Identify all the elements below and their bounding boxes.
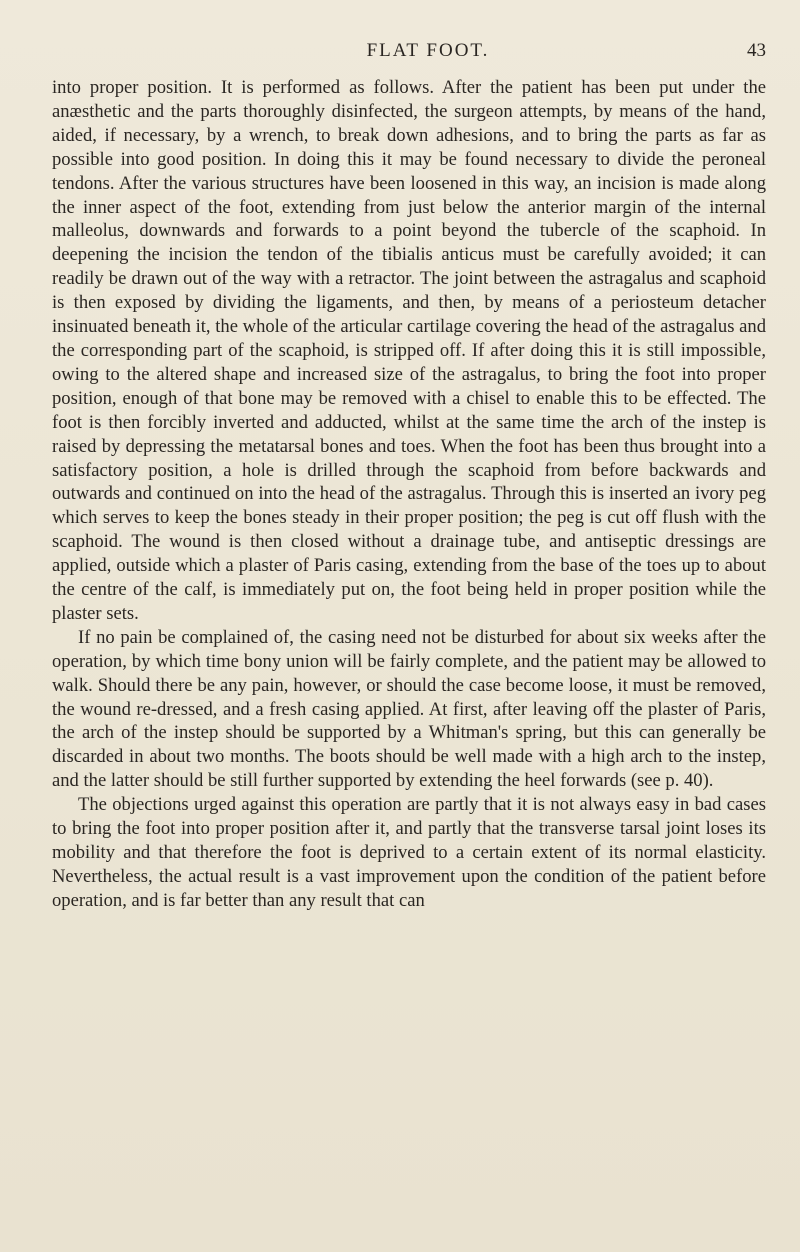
running-head: FLAT FOOT. (366, 40, 490, 61)
page-header (50, 40, 766, 70)
paragraph-objections: The objections urged against this operation are partly that it is not always easy in bad cases to bring the foot into proper position after it, and partly that the transverse tarsal joint loses its mobility and that therefore the foot is deprived to a certain extent of its normal elasticity. Nevertheless, the actual result is a vast improvement upon the condition of the patient before operation, and is far better than any result that can (52, 794, 766, 911)
paragraph-continued: into proper position. It is performed as follows. After the patient has been put under the anæsthetic and the parts thoroughly disinfected, the surgeon attempts, by means of the hand, aided, if necessary, by a wrench, to break down adhesions, and to bring the parts as far as possible into good position. In doing this it may be found necessary to divide the peroneal tendons. After the various structures have been loosened in this way, an incision is made along the inner aspect of the foot, extending from just below the anterior margin of the internal malleolus, downwards and forwards to a point beyond the tubercle of the scaphoid. In deepening the incision the tendon of the tibialis anticus must be carefully avoided; it can readily be drawn out of the way with a retractor. The joint between the astragalus and scaphoid is then exposed by dividing the ligaments, and then, by means of a periosteum detacher insinuated beneath it, the whole of the articular cartilage covering the head of the astragalus and the corresponding part of the scaphoid, is stripped off. If after doing this it is still impossible, owing to the altered shape and increased size of the astragalus, to bring the foot into proper position, enough of that bone may be removed with a chisel to enable this to be effected. The foot is then forcibly inverted and adducted, whilst at the same time the arch of the instep is raised by depressing the metatarsal bones and toes. When the foot has been thus brought into a satisfactory position, a hole is drilled through the scaphoid from before backwards and outwards and continued on into the head of the astragalus. Through this is inserted an ivory peg which serves to keep the bones steady in their proper position; the peg is cut off flush with the scaphoid. The wound is then closed without a drainage tube, and antiseptic dressings are applied, outside which a plaster of Paris casing, extending from the base of the toes up to about the centre of the calf, is immediately put on, the foot being held in proper position while the plaster sets. (52, 77, 766, 624)
paragraph-aftercare: If no pain be complained of, the casing need not be disturbed for about six weeks after the operation, by which time bony union will be fairly complete, and the patient may be allowed to walk. Should there be any pain, however, or should the case become loose, it must be removed, the wound re-dressed, and a fresh casing applied. At first, after leaving off the plaster of Paris, the arch of the instep should be supported by a Whitman's spring, but this can generally be discarded in about two months. The boots should be well made with a high arch to the instep, and the latter should be still further supported by extending the heel forwards (see p. 40). (52, 626, 766, 792)
page-number: 43 (747, 40, 766, 61)
body-text (52, 76, 766, 913)
